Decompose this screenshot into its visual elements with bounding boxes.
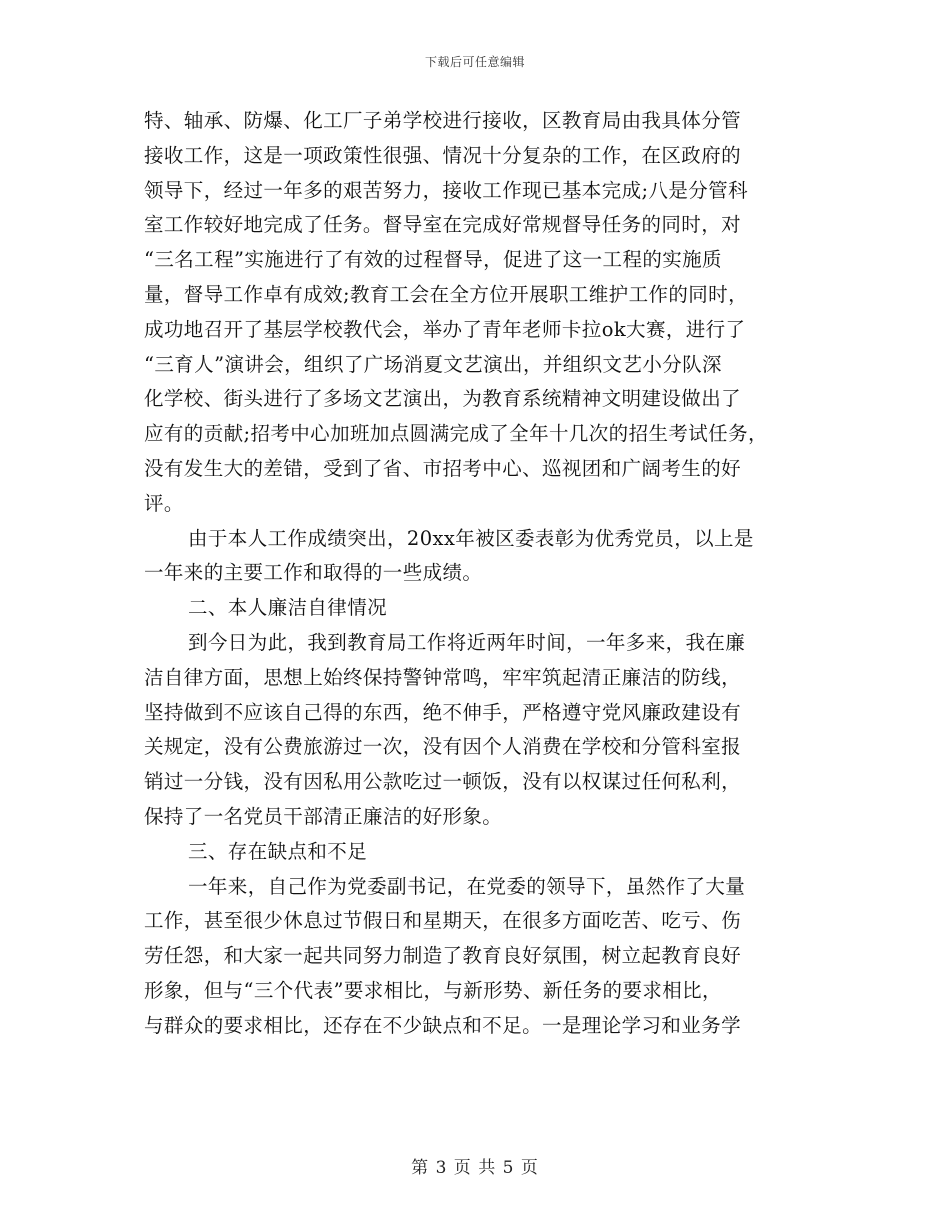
text-line: 一年来的主要工作和取得的一些成绩。 (144, 561, 483, 585)
page-header: 下载后可任意编辑 (424, 55, 525, 69)
text-line: 室工作较好地完成了任务。督导室在完成好常规督导任务的同时，对 (144, 213, 742, 237)
text-line: “三育人”演讲会，组织了广场消夏文艺演出，并组织文艺小分队深 (144, 352, 722, 376)
text-line: 由于本人工作成绩突出，20xx年被区委表彰为优秀党员，以上是 (188, 526, 754, 550)
text-line: 一年来，自己作为党委副书记，在党委的领导下，虽然作了大量 (188, 874, 746, 898)
text-line: 领导下，经过一年多的艰苦努力，接收工作现已基本完成;八是分管科 (144, 178, 748, 202)
text-line: 化学校、街头进行了多场文艺演出，为教育系统精神文明建设做出了 (144, 387, 742, 411)
text-line: 应有的贡献;招考中心加班加点圆满完成了全年十几次的招生考试任务， (144, 422, 768, 446)
text-line: 保持了一名党员干部清正廉洁的好形象。 (144, 804, 503, 828)
text-line: 到今日为此，我到教育局工作将近两年时间，一年多来，我在廉 (188, 630, 746, 654)
text-line: 与群众的要求相比，还存在不少缺点和不足。一是理论学习和业务学 (144, 1013, 742, 1037)
text-line: 关规定，没有公费旅游过一次，没有因个人消费在学校和分管科室报 (144, 735, 742, 759)
text-line: 形象，但与“三个代表”要求相比，与新形势、新任务的要求相比， (144, 978, 722, 1002)
page-number-footer: 第 3 页 共 5 页 (411, 1158, 539, 1178)
text-line: 接收工作，这是一项政策性很强、情况十分复杂的工作，在区政府的 (144, 143, 742, 167)
text-line: “三名工程”实施进行了有效的过程督导，促进了这一工程的实施质 (144, 248, 722, 272)
text-line: 销过一分钱，没有因私用公款吃过一顿饭，没有以权谋过任何私利， (144, 770, 742, 794)
text-line: 坚持做到不应该自己得的东西，绝不伸手，严格遵守党风廉政建设有 (144, 700, 742, 724)
text-line: 评。 (144, 491, 184, 515)
text-line: 特、轴承、防爆、化工厂子弟学校进行接收，区教育局由我具体分管 (144, 109, 742, 132)
document-body (144, 104, 824, 1044)
text-line: 洁自律方面，思想上始终保持警钟常鸣，牢牢筑起清正廉洁的防线， (144, 665, 742, 689)
text-line: 三、存在缺点和不足 (188, 839, 368, 863)
text-line: 二、本人廉洁自律情况 (188, 596, 388, 620)
text-line: 工作，甚至很少休息过节假日和星期天，在很多方面吃苦、吃亏、伤 (144, 909, 742, 933)
text-line: 劳任怨，和大家一起共同努力制造了教育良好氛围，树立起教育良好 (144, 944, 742, 968)
text-line: 成功地召开了基层学校教代会，举办了青年老师卡拉ok大赛，进行了 (144, 317, 746, 341)
text-line: 量，督导工作卓有成效;教育工会在全方位开展职工维护工作的同时， (144, 282, 748, 306)
text-line: 没有发生大的差错，受到了省、市招考中心、巡视团和广阔考生的好 (144, 456, 742, 480)
